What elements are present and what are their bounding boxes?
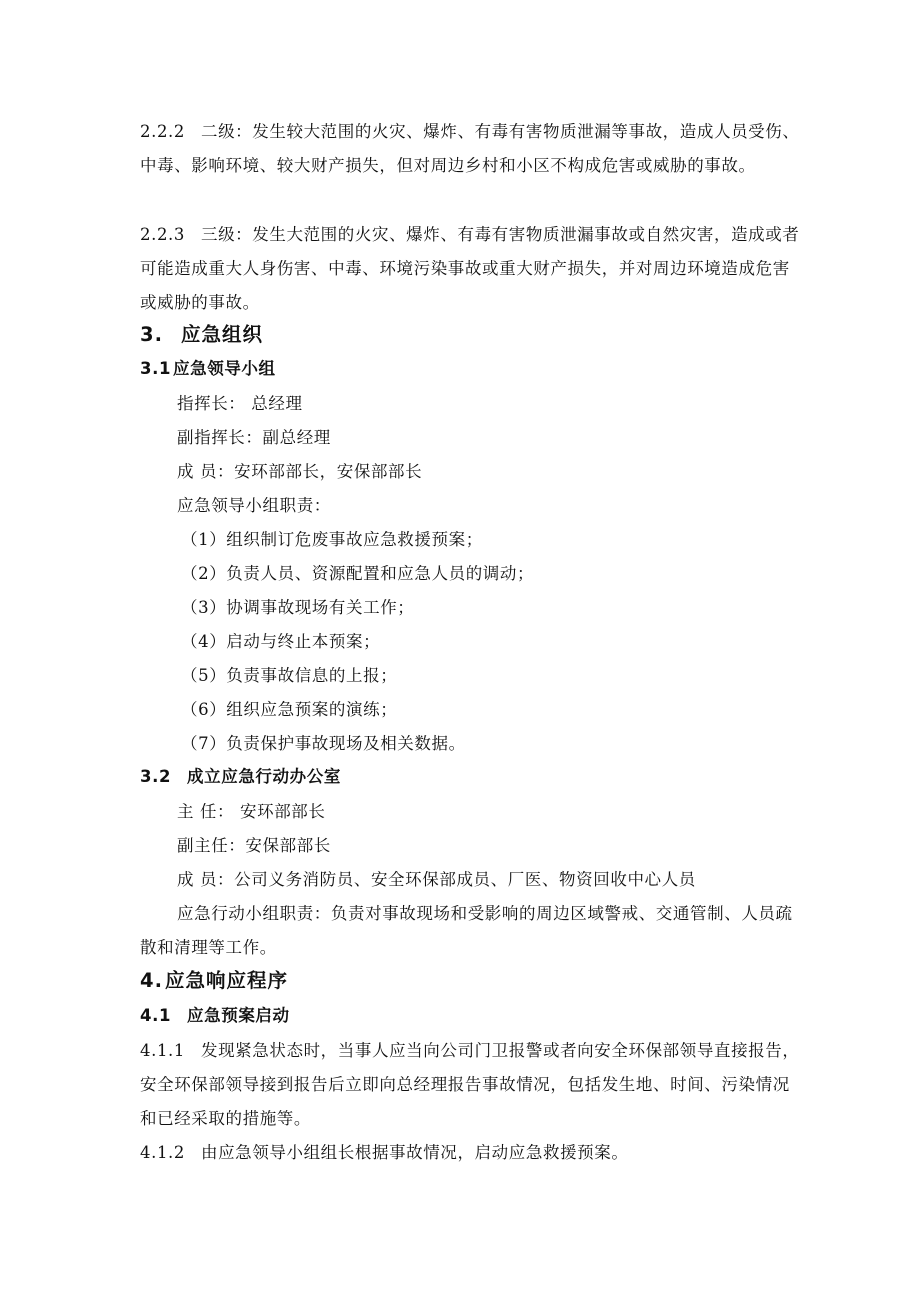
office-duties: 应急行动小组职责：负责对事故现场和受影响的周边区域警戒、交通管制、人员疏散和清理等工作。 xyxy=(140,904,793,957)
heading-4-1 xyxy=(140,1001,290,1031)
paragraph-4-1-1 xyxy=(140,1034,800,1136)
duties-title: 应急领导小组职责： xyxy=(177,496,331,515)
heading-3 xyxy=(140,320,263,350)
heading-title: 应急响应程序 xyxy=(164,969,288,992)
heading-4 xyxy=(140,966,288,996)
heading-title: 应急组织 xyxy=(180,323,263,346)
deputy-commander-line: 副指挥长：副总经理 xyxy=(177,428,331,447)
office-members-line: 成 员：公司义务消防员、安全环保部成员、厂医、物资回收中心人员 xyxy=(177,870,696,889)
heading-number: 4.1 xyxy=(140,1006,172,1025)
heading-number: 3.1 xyxy=(140,359,172,378)
heading-number: 3. xyxy=(140,323,163,346)
heading-number: 3.2 xyxy=(140,767,172,786)
duty-item: （2）负责人员、资源配置和应急人员的调动； xyxy=(181,564,535,583)
heading-title: 应急领导小组 xyxy=(173,359,276,378)
duty-item: （3）协调事故现场有关工作； xyxy=(181,598,415,617)
clause-number: 4.1.2 xyxy=(140,1143,185,1162)
director-line: 主 任： 安环部部长 xyxy=(177,802,326,821)
heading-3-2 xyxy=(140,762,341,792)
clause-number: 2.2.3 xyxy=(140,225,185,244)
clause-text: 二级：发生较大范围的火灾、爆炸、有毒有害物质泄漏等事故，造成人员受伤、中毒、影响环境、较大财产损失，但对周边乡村和小区不构成危害或威胁的事故。 xyxy=(140,122,800,175)
heading-title: 成立应急行动办公室 xyxy=(187,767,341,786)
duty-item: （5）负责事故信息的上报； xyxy=(181,666,398,685)
clause-text: 由应急领导小组组长根据事故情况，启动应急救援预案。 xyxy=(200,1143,629,1162)
paragraph-2-2-3 xyxy=(140,218,800,320)
heading-number: 4. xyxy=(140,969,163,992)
clause-number: 2.2.2 xyxy=(140,122,185,141)
clause-text: 发现紧急状态时，当事人应当向公司门卫报警或者向安全环保部领导直接报告，安全环保部领导接到报告后立即向总经理报告事故情况，包括发生地、时间、污染情况和已经采取的措施等。 xyxy=(140,1041,800,1128)
duty-item: （7）负责保护事故现场及相关数据。 xyxy=(181,734,466,753)
paragraph-2-2-2 xyxy=(140,115,800,183)
heading-title: 应急预案启动 xyxy=(187,1006,290,1025)
paragraph-4-1-2 xyxy=(140,1136,800,1170)
clause-text: 三级：发生大范围的火灾、爆炸、有毒有害物质泄漏事故或自然灾害，造成或者可能造成重大人身伤害、中毒、环境污染事故或重大财产损失，并对周边环境造成危害或威胁的事故。 xyxy=(140,225,800,312)
duty-item: （1）组织制订危废事故应急救援预案； xyxy=(181,530,483,549)
clause-number: 4.1.1 xyxy=(140,1041,185,1060)
duty-item: （4）启动与终止本预案； xyxy=(181,632,381,651)
duty-item: （6）组织应急预案的演练； xyxy=(181,700,398,719)
commander-line: 指挥长： 总经理 xyxy=(177,394,303,413)
deputy-director-line: 副主任：安保部部长 xyxy=(177,836,331,855)
heading-3-1 xyxy=(140,354,276,384)
members-line: 成 员：安环部部长，安保部部长 xyxy=(177,462,423,481)
